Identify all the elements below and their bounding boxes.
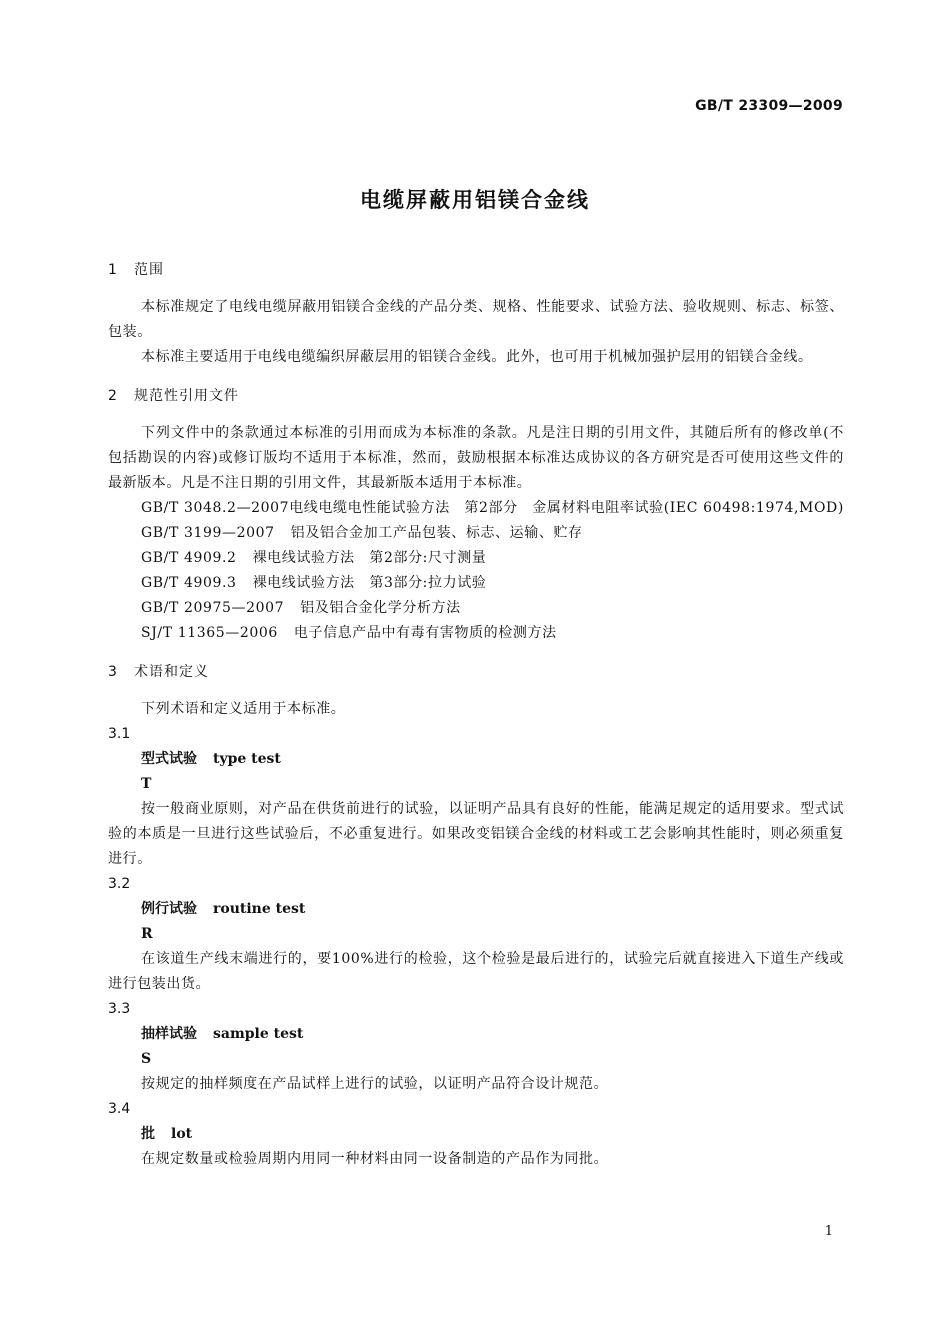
reference-title: 裸电线试验方法 第2部分:尺寸测量 <box>252 550 487 566</box>
reference-item <box>108 521 844 546</box>
section-title: 规范性引用文件 <box>134 388 239 404</box>
section-title: 范围 <box>134 262 164 278</box>
term-en: routine test <box>213 901 306 917</box>
section-number: 1 <box>108 262 118 278</box>
term-number: 3.1 <box>108 726 131 742</box>
term-abbreviation: T <box>141 776 152 792</box>
document-title: 电缆屏蔽用铝镁合金线 <box>360 188 590 212</box>
reference-item <box>108 621 844 646</box>
reference-title: 裸电线试验方法 第3部分:拉力试验 <box>252 575 487 591</box>
term-zh: 批 <box>141 1126 155 1142</box>
reference-title: 电线电缆电性能试验方法 第2部分 金属材料电阻率试验(IEC 60498:1974,MOD) <box>289 500 844 516</box>
section-heading-terms-and-definitions <box>108 660 844 685</box>
document-body <box>108 258 844 1172</box>
paragraph: 下列文件中的条款通过本标准的引用而成为本标准的条款。凡是注日期的引用文件，其随后所有的修改单(不包括勘误的内容)或修订版均不适用于本标准，然而，鼓励根据本标准达成协议的各方研究是否可使用这些文件的最新版本。凡是不注日期的引用文件，其最新版本适用于本标准。 <box>108 425 844 491</box>
paragraph: 本标准主要适用于电线电缆编织屏蔽层用的铝镁合金线。此外，也可用于机械加强护层用的铝镁合金线。 <box>141 349 813 365</box>
page-number: 1 <box>824 1224 833 1239</box>
section-heading-scope <box>108 258 844 283</box>
reference-item <box>108 546 844 571</box>
reference-item <box>108 496 844 521</box>
reference-item <box>108 571 844 596</box>
term-en: sample test <box>213 1026 304 1042</box>
term-definition: 在该道生产线末端进行的，要100%进行的检验，这个检验是最后进行的，试验完后就直接进入下道生产线或进行包装出货。 <box>108 951 844 992</box>
reference-title: 电子信息产品中有毒有害物质的检测方法 <box>293 625 557 641</box>
section-title: 术语和定义 <box>134 664 209 680</box>
paragraph: 下列术语和定义适用于本标准。 <box>141 701 346 717</box>
reference-code: GB/T 4909.2 <box>141 550 237 566</box>
standard-code: GB/T 23309—2009 <box>695 98 843 114</box>
reference-title: 铝及铝合金加工产品包装、标志、运输、贮存 <box>290 525 583 541</box>
term-heading <box>108 1022 844 1047</box>
term-en: lot <box>171 1126 193 1142</box>
term-abbreviation: S <box>141 1051 152 1067</box>
reference-title: 铝及铝合金化学分析方法 <box>300 600 461 616</box>
section-number: 3 <box>108 664 118 680</box>
reference-code: GB/T 4909.3 <box>141 575 237 591</box>
paragraph: 本标准规定了电线电缆屏蔽用铝镁合金线的产品分类、规格、性能要求、试验方法、验收规则、标志、标签、包装。 <box>108 299 844 340</box>
term-number: 3.3 <box>108 1001 131 1017</box>
section-number: 2 <box>108 388 118 404</box>
section-heading-normative-references <box>108 384 844 409</box>
term-en: type test <box>213 751 281 767</box>
term-definition: 在规定数量或检验周期内用同一种材料由同一设备制造的产品作为同批。 <box>141 1151 609 1167</box>
term-heading <box>108 1122 844 1147</box>
reference-code: GB/T 3199—2007 <box>141 525 275 541</box>
term-number: 3.4 <box>108 1101 131 1117</box>
term-heading <box>108 897 844 922</box>
reference-item <box>108 596 844 621</box>
reference-code: GB/T 20975—2007 <box>141 600 285 616</box>
reference-code: GB/T 3048.2—2007 <box>141 500 290 516</box>
term-zh: 例行试验 <box>141 901 197 917</box>
term-zh: 型式试验 <box>141 751 197 767</box>
term-abbreviation: R <box>141 926 153 942</box>
term-heading <box>108 747 844 772</box>
term-number: 3.2 <box>108 876 131 892</box>
reference-code: SJ/T 11365—2006 <box>141 625 278 641</box>
term-definition: 按规定的抽样频度在产品试样上进行的试验，以证明产品符合设计规范。 <box>141 1076 609 1092</box>
term-definition: 按一般商业原则，对产品在供货前进行的试验，以证明产品具有良好的性能，能满足规定的适用要求。型式试验的本质是一旦进行这些试验后，不必重复进行。如果改变铝镁合金线的材料或工艺会影响其性能时，则必须重复进行。 <box>108 801 844 867</box>
term-zh: 抽样试验 <box>141 1026 197 1042</box>
